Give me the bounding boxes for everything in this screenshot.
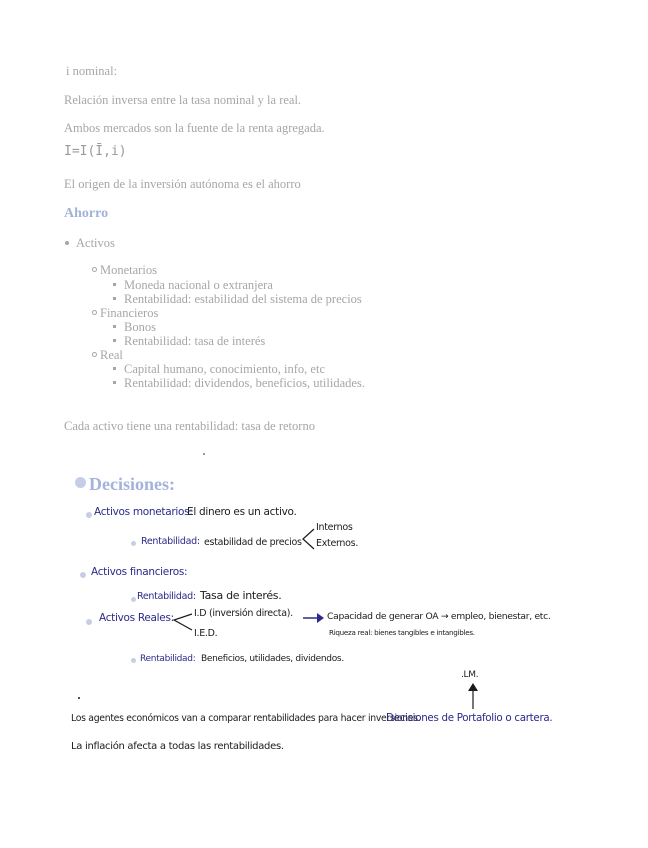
arrow-up-icon <box>466 682 480 710</box>
lm-label: .LM. <box>461 670 479 680</box>
riqueza-label: Riqueza real: bienes tangibles e intangibles. <box>329 628 475 637</box>
activos-financieros-label: Activos financieros: <box>91 566 188 578</box>
handwritten-bullet <box>131 541 136 546</box>
circle-bullet <box>92 267 97 272</box>
rent-financieros: Tasa de interés. <box>200 589 282 602</box>
square-bullet <box>113 325 116 328</box>
internos-label: Internos <box>316 522 353 533</box>
i-nominal-line: i nominal: <box>66 64 118 78</box>
agentes-line: Los agentes económicos van a comparar rentabilidades para hacer inversiones. <box>71 713 421 724</box>
square-bullet <box>113 339 116 342</box>
dinero-note: El dinero es un activo. <box>187 506 297 518</box>
ied-label: I.E.D. <box>194 628 218 639</box>
circle-bullet <box>92 352 97 357</box>
real-sub-2: Rentabilidad: dividendos, beneficios, utilidades. <box>124 376 365 390</box>
split-icon <box>172 611 194 633</box>
handwritten-bullet <box>86 512 92 518</box>
activos-item: Activos <box>76 236 115 250</box>
decisiones-portafolio: Decisiones de Portafolio o cartera. <box>386 712 553 724</box>
activos-monetarios-label: Activos monetarios: <box>94 506 193 518</box>
stray-dot <box>203 453 205 455</box>
square-bullet <box>113 297 116 300</box>
decisiones-bullet <box>75 477 86 488</box>
handwritten-bullet <box>86 619 92 625</box>
rentabilidad-label: Rentabilidad: <box>141 536 200 547</box>
externos-label: Externos. <box>316 538 359 549</box>
activos-reales-label: Activos Reales: <box>99 612 174 624</box>
rent-monetarios: estabilidad de precios <box>204 537 302 548</box>
origen-line: El origen de la inversión autónoma es el ahorro <box>64 177 301 191</box>
rent-reales: Beneficios, utilidades, dividendos. <box>201 654 344 664</box>
real-item: Real <box>100 348 123 362</box>
financieros-item: Financieros <box>100 306 159 320</box>
ambos-line: Ambos mercados son la fuente de la renta agregada. <box>64 121 325 135</box>
inflacion-line: La inflación afecta a todas las rentabilidades. <box>71 741 284 752</box>
id-label: I.D (inversión directa). <box>194 608 293 619</box>
stray-dot <box>78 697 80 699</box>
square-bullet <box>113 381 116 384</box>
monetarios-sub-1: Moneda nacional o extranjera <box>124 278 273 292</box>
financieros-sub-1: Bonos <box>124 320 156 334</box>
real-sub-1: Capital humano, conocimiento, info, etc <box>124 362 325 376</box>
handwritten-bullet <box>131 597 136 602</box>
rentabilidad-label: Rentabilidad: <box>140 654 196 664</box>
square-bullet <box>113 283 116 286</box>
cada-activo-line: Cada activo tiene una rentabilidad: tasa de retorno <box>64 419 315 433</box>
handwritten-bullet <box>80 572 86 578</box>
circle-bullet <box>92 310 97 315</box>
formula-line: I=I(Ī,i) <box>64 144 127 159</box>
monetarios-sub-2: Rentabilidad: estabilidad del sistema de precios <box>124 292 362 306</box>
decisiones-title: Decisiones: <box>89 474 175 494</box>
rentabilidad-label: Rentabilidad: <box>137 591 196 602</box>
arrow-right-icon <box>302 612 326 624</box>
capacidad-label: Capacidad de generar OA → empleo, bienestar, etc. <box>327 611 551 622</box>
monetarios-item: Monetarios <box>100 263 157 277</box>
relacion-line: Relación inversa entre la tasa nominal y la real. <box>64 93 302 107</box>
ahorro-heading: Ahorro <box>64 206 109 221</box>
bullet-dot <box>65 241 69 245</box>
bracket-icon <box>300 526 316 552</box>
handwritten-bullet <box>131 658 136 663</box>
square-bullet <box>113 367 116 370</box>
financieros-sub-2: Rentabilidad: tasa de interés <box>124 334 266 348</box>
